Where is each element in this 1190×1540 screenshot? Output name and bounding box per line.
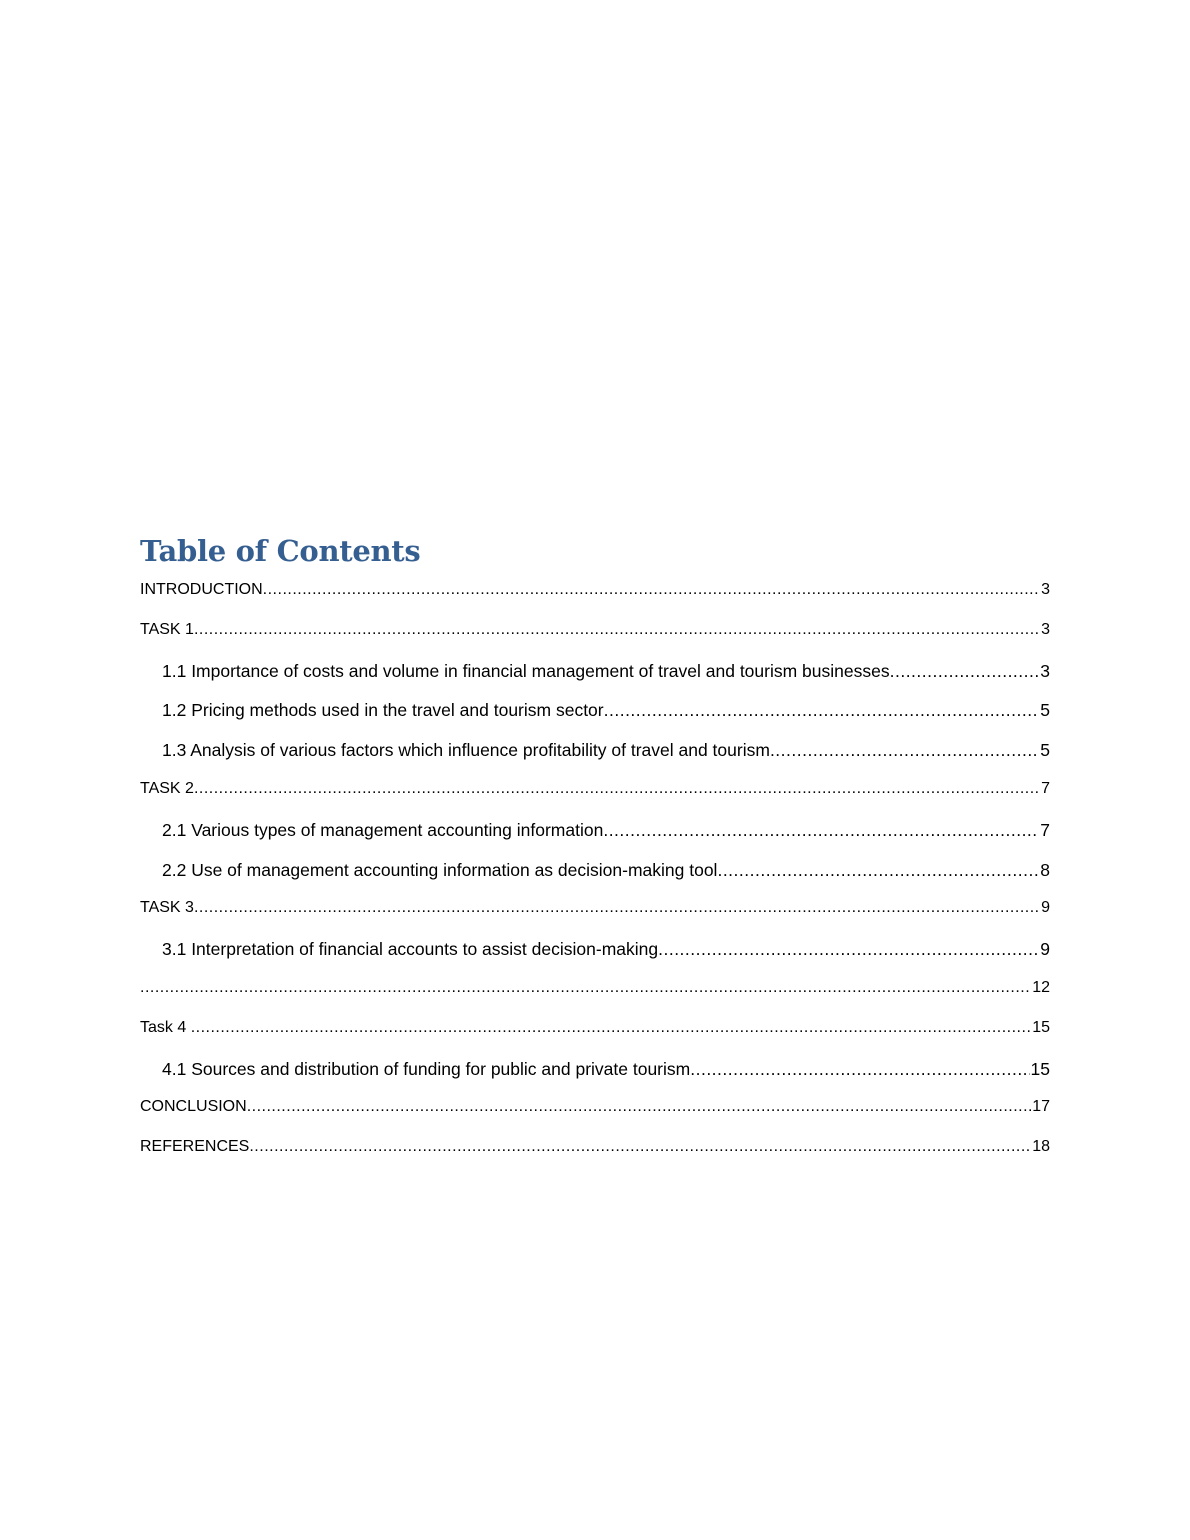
toc-entry-text: 1.2 Pricing methods used in the travel and tourism sector [162,700,604,721]
toc-entry-page: 9 [1041,899,1050,917]
toc-entry-page: 15 [1032,1018,1050,1036]
toc-entry-page: 7 [1041,779,1050,797]
toc-leader-dots [247,1098,1032,1116]
toc-entry-2-1[interactable] [140,820,1050,860]
toc-entry-page: 18 [1032,1138,1050,1156]
toc-entry-untitled[interactable] [140,979,1050,1019]
toc-entry-page: 5 [1040,700,1050,721]
toc-entry-task-4[interactable] [140,1019,1050,1059]
toc-entry-text: REFERENCES [140,1138,250,1156]
toc-entry-text: 2.2 Use of management accounting information as decision-making tool [162,859,718,880]
toc-list [140,581,1050,1178]
toc-entry-task-1[interactable] [140,621,1050,661]
toc-leader-dots [194,621,1040,639]
toc-entry-text: TASK 2 [140,779,194,797]
toc-entry-page: 17 [1032,1098,1050,1116]
toc-entry-3-1[interactable] [140,939,1050,979]
toc-entry-text: CONCLUSION [140,1098,247,1116]
toc-leader-dots [604,700,1040,721]
toc-entry-4-1[interactable] [140,1059,1050,1099]
toc-entry-text: 3.1 Interpretation of financial accounts to assist decision-making [162,939,659,960]
toc-entry-task-3[interactable] [140,899,1050,939]
toc-leader-dots [249,1138,1031,1156]
toc-entry-task-2[interactable] [140,780,1050,820]
table-of-contents [140,531,1050,1178]
toc-entry-text: TASK 3 [140,899,194,917]
toc-leader-dots [717,860,1039,881]
toc-entry-page: 8 [1040,859,1050,880]
toc-entry-text: 4.1 Sources and distribution of funding for public and private tourism [162,1058,691,1079]
toc-leader-dots [890,661,1040,682]
toc-entry-2-2[interactable] [140,860,1050,900]
toc-entry-page: 7 [1040,819,1050,840]
toc-entry-page: 3 [1040,660,1050,681]
toc-leader-dots [263,581,1040,599]
toc-entry-introduction[interactable] [140,581,1050,621]
toc-entry-page: 9 [1040,939,1050,960]
toc-entry-references[interactable] [140,1138,1050,1178]
toc-title: Table of Contents [140,534,421,568]
toc-leader-dots [194,780,1040,798]
toc-entry-1-2[interactable] [140,700,1050,740]
toc-leader-dots [603,820,1039,841]
toc-entry-conclusion[interactable] [140,1098,1050,1138]
toc-leader-dots [690,1059,1029,1080]
toc-entry-1-3[interactable] [140,740,1050,780]
toc-entry-page: 3 [1041,581,1050,598]
toc-entry-text: TASK 1 [140,620,194,638]
toc-entry-text: 2.1 Various types of management accounting information [162,819,604,840]
toc-leader-dots [194,899,1040,917]
toc-leader-dots [658,939,1039,960]
toc-leader-dots [140,979,1031,997]
toc-entry-text: 1.3 Analysis of various factors which influence profitability of travel and tourism [162,740,770,761]
toc-entry-page: 3 [1041,620,1050,638]
toc-entry-page: 5 [1040,740,1050,761]
toc-entry-1-1[interactable] [140,661,1050,701]
toc-entry-page: 15 [1030,1058,1050,1079]
toc-entry-page: 12 [1032,978,1050,996]
toc-entry-text: 1.1 Importance of costs and volume in financial management of travel and tourism businesses [162,660,890,681]
toc-entry-text: INTRODUCTION [140,581,263,598]
toc-leader-dots [770,740,1039,761]
toc-leader-dots [191,1019,1032,1037]
toc-entry-text: Task 4 [140,1018,191,1036]
